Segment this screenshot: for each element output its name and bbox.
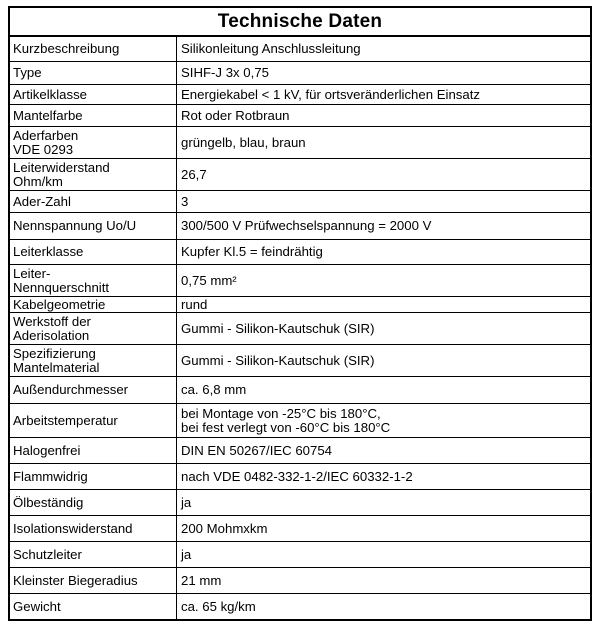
- technical-data-sheet: [8, 6, 592, 621]
- spec-value: 3: [177, 191, 591, 213]
- spec-value: ja: [177, 490, 591, 516]
- spec-value: DIN EN 50267/IEC 60754: [177, 438, 591, 464]
- spec-label: Flammwidrig: [10, 464, 177, 490]
- spec-label: Leiter- Nennquerschnitt: [10, 265, 177, 297]
- spec-row: [10, 127, 590, 159]
- spec-label: Leiterwiderstand Ohm/km: [10, 159, 177, 191]
- spec-row: [10, 542, 590, 568]
- spec-row: [10, 464, 590, 490]
- spec-value: Silikonleitung Anschlussleitung: [181, 41, 361, 57]
- spec-value: grüngelb, blau, braun: [177, 127, 591, 159]
- spec-row: [10, 85, 590, 105]
- spec-row: [10, 404, 590, 438]
- spec-row: [10, 213, 590, 240]
- spec-label: Nennspannung Uo/U: [10, 213, 177, 240]
- spec-row: [10, 240, 590, 265]
- spec-value: Gummi - Silikon-Kautschuk (SIR): [177, 313, 591, 345]
- spec-label: Isolationswiderstand: [10, 516, 177, 542]
- spec-table: [10, 37, 590, 619]
- spec-value: 200 Mohmxkm: [177, 516, 591, 542]
- spec-label: Kabelgeometrie: [10, 297, 177, 313]
- spec-table-body: [10, 37, 590, 619]
- spec-label: Mantelfarbe: [10, 105, 177, 127]
- spec-value: bei Montage von -25°C bis 180°C, bei fest verlegt von -60°C bis 180°C: [177, 404, 591, 438]
- spec-row: [10, 159, 590, 191]
- spec-value: ja: [177, 542, 591, 568]
- spec-label: Artikelklasse: [10, 85, 177, 105]
- spec-row: [10, 313, 590, 345]
- spec-value: rund: [177, 297, 591, 313]
- spec-label: Schutzleiter: [10, 542, 177, 568]
- spec-value: Energiekabel < 1 kV, für ortsveränderlichen Einsatz: [177, 85, 591, 105]
- spec-value: Kupfer Kl.5 = feindrähtig: [177, 240, 591, 265]
- spec-row: [10, 594, 590, 620]
- spec-value: 26,7: [177, 159, 591, 191]
- spec-value: 21 mm: [177, 568, 591, 594]
- spec-label: Aderfarben VDE 0293: [10, 127, 177, 159]
- spec-row: [10, 438, 590, 464]
- spec-label: Außendurchmesser: [10, 377, 177, 404]
- spec-row: [10, 191, 590, 213]
- spec-row: [10, 345, 590, 377]
- spec-label: Werkstoff der Aderisolation: [10, 313, 177, 345]
- spec-label: Gewicht: [10, 594, 177, 620]
- spec-row: [10, 37, 590, 62]
- spec-row: [10, 62, 590, 85]
- spec-row: [10, 377, 590, 404]
- spec-label: Spezifizierung Mantelmaterial: [10, 345, 177, 377]
- spec-value: Rot oder Rotbraun: [177, 105, 591, 127]
- spec-label: Type: [10, 62, 177, 85]
- spec-value: ca. 6,8 mm: [177, 377, 591, 404]
- spec-row: [10, 490, 590, 516]
- spec-value: nach VDE 0482-332-1-2/IEC 60332-1-2: [177, 464, 591, 490]
- spec-label: Halogenfrei: [10, 438, 177, 464]
- spec-value: 300/500 V Prüfwechselspannung = 2000 V: [177, 213, 591, 240]
- spec-row: [10, 105, 590, 127]
- spec-label: Kleinster Biegeradius: [10, 568, 177, 594]
- spec-label: Ölbeständig: [10, 490, 177, 516]
- spec-value: SIHF-J 3x 0,75: [177, 62, 591, 85]
- spec-value: ca. 65 kg/km: [177, 594, 591, 620]
- spec-row: [10, 568, 590, 594]
- spec-row: [10, 516, 590, 542]
- spec-label: Arbeitstemperatur: [10, 404, 177, 438]
- spec-row: [10, 297, 590, 313]
- spec-label: Leiterklasse: [10, 240, 177, 265]
- sheet-title: Technische Daten: [10, 8, 590, 37]
- spec-value: Gummi - Silikon-Kautschuk (SIR): [177, 345, 591, 377]
- spec-label: Ader-Zahl: [10, 191, 177, 213]
- spec-row: [10, 265, 590, 297]
- spec-value: 0,75 mm²: [177, 265, 591, 297]
- spec-label: Kurzbeschreibung: [10, 37, 177, 62]
